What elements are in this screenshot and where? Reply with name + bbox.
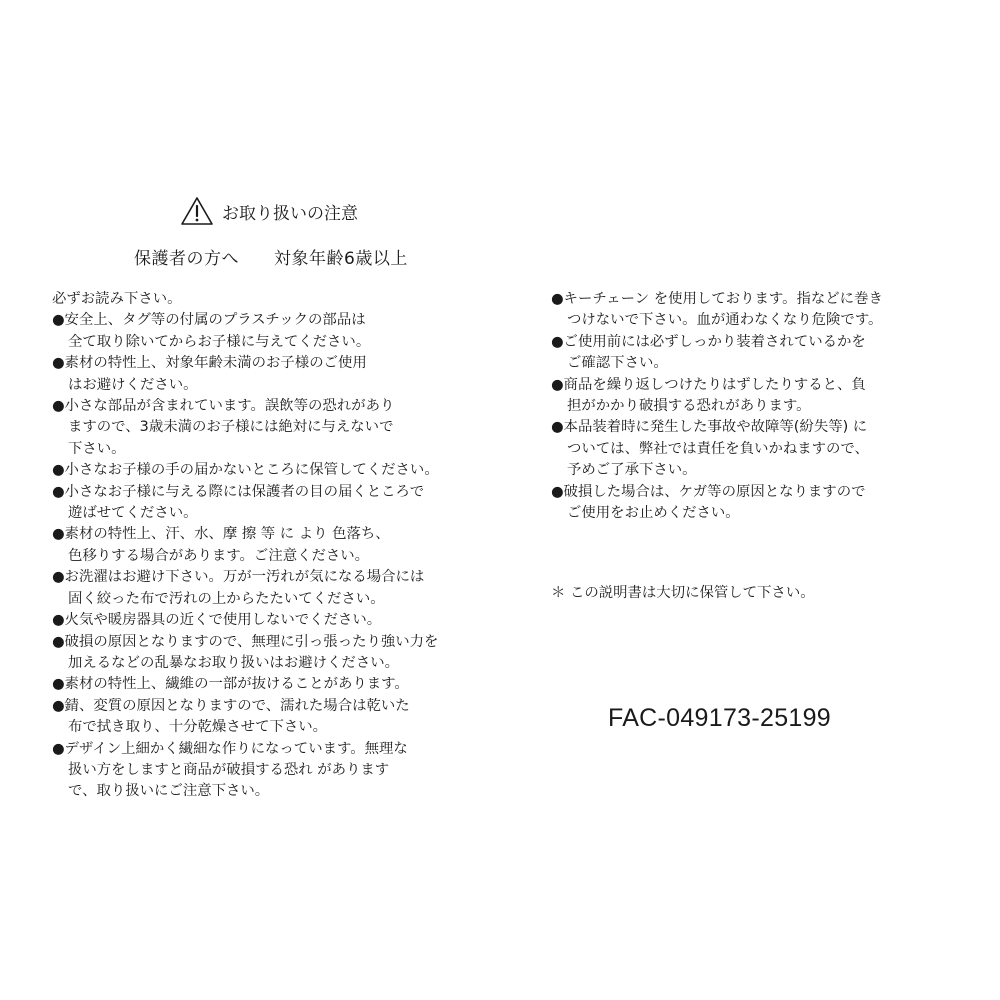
list-item-first-line: ●素材の特性上、繊維の一部が抜けることがあります。 <box>52 676 409 693</box>
list-item <box>551 482 951 525</box>
list-item-first-line: ●商品を繰り返しつけたりはずしたりすると、負 <box>551 376 866 393</box>
list-item <box>52 610 472 631</box>
list-item-continuation-line: ご確認下さい。 <box>567 355 668 372</box>
list-item-first-line: ●錆、変質の原因となりますので、濡れた場合は乾いた <box>52 697 410 714</box>
list-item-continuation-line: 予めご了承下さい。 <box>567 462 697 479</box>
list-item-continuation-line: つけないで下さい。血が通わなくなり危険です。 <box>567 312 883 329</box>
list-item-first-line: ●小さなお子様の手の届かないところに保管してください。 <box>52 462 439 479</box>
right-items-list <box>551 289 951 524</box>
list-item <box>551 417 951 481</box>
list-item-first-line: ●破損の原因となりますので、無理に引っ張ったり強い力を <box>52 633 439 650</box>
list-item <box>52 353 472 396</box>
list-item <box>52 739 472 803</box>
right-column <box>551 289 951 524</box>
list-item-first-line: ●火気や暖房器具の近くで使用しないでください。 <box>52 612 382 629</box>
notice-header <box>180 196 358 226</box>
list-item <box>52 632 472 675</box>
list-item-first-line: ●本品装着時に発生した事故や故障等(紛失等) に <box>551 419 868 436</box>
list-item-first-line: ●素材の特性上、汗、水、摩 擦 等 に より 色落ち、 <box>52 526 390 543</box>
list-item <box>52 674 472 695</box>
target-age-subtitle: 保護者の方へ 対象年齢6歳以上 <box>134 249 408 269</box>
list-item <box>52 482 472 525</box>
left-column <box>52 289 472 803</box>
list-item-first-line: ●キーチェーン を使用しております。指などに巻き <box>551 291 883 307</box>
list-item-continuation-line: 遊ばせてください。 <box>68 505 198 522</box>
product-code: FAC-049173-25199 <box>608 704 832 732</box>
list-item-continuation-line: 担がかかり破損する恐れがあります。 <box>567 398 811 415</box>
list-item-first-line: ●小さなお子様に与える際には保護者の目の届くところで <box>52 483 425 500</box>
list-item-continuation-line: 色移りする場合があります。ご注意ください。 <box>68 547 370 564</box>
list-item-continuation-line: ついては、弊社では責任を負いかねますので、 <box>567 440 869 457</box>
list-item-continuation-line: 加えるなどの乱暴なお取り扱いはお避けください。 <box>68 654 399 671</box>
list-item-continuation-line: 全て取り除いてからお子様に与えてください。 <box>68 333 371 350</box>
list-item-first-line: ●お洗濯はお避け下さい。万が一汚れが気になる場合には <box>52 569 425 586</box>
list-item <box>52 696 472 739</box>
list-item <box>52 567 472 610</box>
list-item <box>52 460 472 481</box>
list-item <box>551 289 951 332</box>
page-title: お取り扱いの注意 <box>222 203 358 224</box>
list-item-continuation-line: 扱い方をしますと商品が破損する恐れ があります <box>68 761 390 778</box>
list-item-first-line: ●デザイン上細かく繊細な作りになっています。無理な <box>52 740 408 757</box>
list-item-continuation-line: はお避けください。 <box>68 376 198 393</box>
list-item-first-line: ●小さな部品が含まれています。誤飲等の恐れがあり <box>52 398 395 415</box>
list-item-first-line: ●素材の特性上、対象年齢未満のお子様のご使用 <box>52 355 367 372</box>
list-item-continuation-line: 下さい。 <box>68 440 126 457</box>
list-item-first-line: ●ご使用前には必ずしっかり装着されているかを <box>551 333 866 350</box>
list-item <box>551 375 951 418</box>
list-item-continuation-line: ますので、3歳未満のお子様には絶対に与えないで <box>68 419 394 436</box>
list-item <box>52 310 472 353</box>
list-item-continuation-line: 布で拭き取り、十分乾燥させて下さい。 <box>68 719 328 736</box>
list-item-first-line: ●安全上、タグ等の付属のプラスチックの部品は <box>52 312 366 329</box>
list-item <box>52 396 472 460</box>
list-item-continuation-line: 固く絞った布で汚れの上からたたいてください。 <box>68 590 385 607</box>
list-item-continuation-line: で、取り扱いにご注意下さい。 <box>68 783 270 800</box>
intro-text: 必ずお読み下さい。 <box>52 291 182 307</box>
list-item <box>52 524 472 567</box>
list-item-first-line: ●破損した場合は、ケガ等の原因となりますので <box>551 483 866 500</box>
warning-triangle-icon <box>180 196 214 226</box>
footnote: ＊ この説明書は大切に保管して下さい。 <box>551 585 815 601</box>
left-items-list <box>52 310 472 802</box>
list-item-continuation-line: ご使用をお止めください。 <box>567 505 740 522</box>
list-item <box>551 332 951 375</box>
